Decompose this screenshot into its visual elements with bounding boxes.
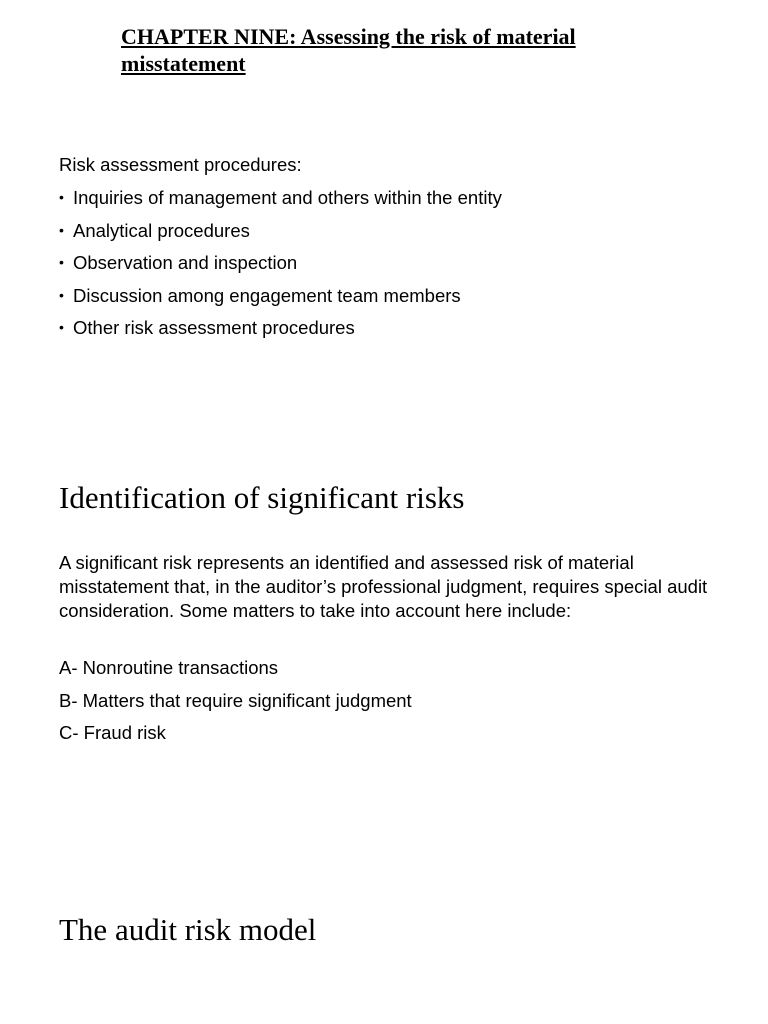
list-item: A- Nonroutine transactions [59,657,279,678]
list-item [59,218,502,251]
list-item: C- Fraud risk [59,722,166,743]
list-item [59,250,502,283]
procedures-intro: Risk assessment procedures: [59,154,302,175]
bullet-icon: • [59,319,64,335]
bullet-icon: • [59,189,64,205]
matters-list [59,656,412,754]
list-item-text: Observation and inspection [73,252,298,273]
bullet-icon: • [59,254,64,270]
list-item-text: Inquiries of management and others within the entity [73,187,502,208]
list-item [59,315,502,348]
significant-risks-heading: Identification of significant risks [59,480,465,515]
procedures-list [59,185,502,348]
list-item-text: Other risk assessment procedures [73,317,355,338]
list-item: B- Matters that require significant judgment [59,689,412,711]
bullet-icon: • [59,221,64,238]
list-item-text: Discussion among engagement team members [73,284,461,306]
chapter-title: CHAPTER NINE: Assessing the risk of material misstatement [121,24,576,76]
list-item-text: Analytical procedures [73,219,250,241]
audit-risk-model-heading: The audit risk model [59,912,317,947]
significant-risk-definition: A significant risk represents an identified and assessed risk of material misstatement that, in the auditor’s professional judgment, requires special audit consideration. Some matters to take into account here include: [59,552,708,621]
bullet-icon: • [59,286,64,303]
list-item [59,283,502,316]
list-item [59,185,502,218]
